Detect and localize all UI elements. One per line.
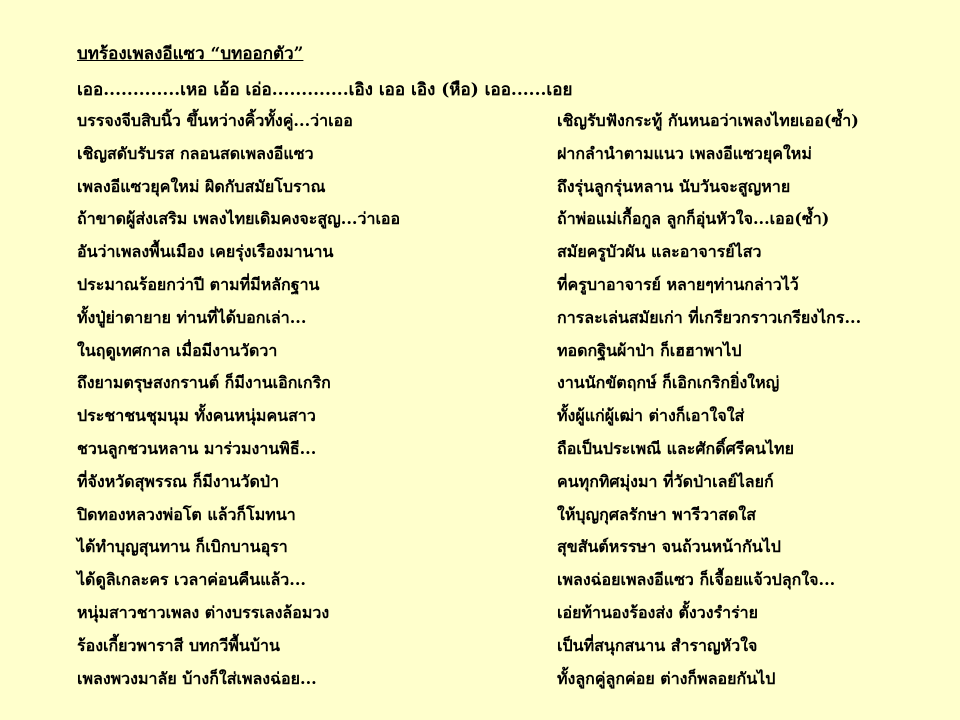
left-verse-column bbox=[77, 109, 400, 699]
verse-line-left: หนุ่มสาวชาวเพลง ต่างบรรเลงล้อมวง bbox=[77, 602, 330, 622]
verse-line-left: บรรจงจีบสิบนิ้ว ขึ้นหว่างคิ้วทั้งคู่...ว่าเออ bbox=[77, 111, 353, 130]
verse-line-left: ที่จังหวัดสุพรรณ ก็มีงานวัดป่า bbox=[77, 471, 280, 491]
verse-line-left: ประมาณร้อยกว่าปี ตามที่มีหลักฐาน bbox=[77, 274, 320, 294]
verse-line-right: การละเล่นสมัยเก่า ที่เกรียวกราวเกรียงไกร... bbox=[557, 307, 862, 327]
verse-line-left: ปิดทองหลวงพ่อโต แล้วก็โมทนา bbox=[77, 504, 296, 524]
verse-line-left: ทั้งปู่ย่าตายาย ท่านที่ได้บอกเล่า... bbox=[77, 307, 307, 327]
verse-line-right: เพลงฉ่อยเพลงอีแซว ก็เจื้อยแจ้วปลุกใจ... bbox=[557, 570, 836, 590]
verse-line-left: ชวนลูกชวนหลาน มาร่วมงานพิธี... bbox=[77, 438, 317, 458]
verse-line-right: ถือเป็นประเพณี และศักดิ์ศรีคนไทย bbox=[557, 438, 794, 458]
verse-line-left: เชิญสดับรับรส กลอนสดเพลงอีแซว bbox=[77, 143, 314, 163]
verse-line-right: ทอดกฐินผ้าป่า ก็เฮฮาพาไป bbox=[557, 340, 742, 360]
right-verse-column bbox=[557, 109, 861, 699]
verse-line-right: เชิญรับฟังกระทู้ กันหนอว่าเพลงไทยเออ(ซ้ำ) bbox=[557, 111, 859, 130]
verse-line-left: ในฤดูเทศกาล เมื่อมีงานวัดวา bbox=[77, 340, 278, 360]
verse-line-left: ถ้าขาดผู้ส่งเสริม เพลงไทยเดิมคงจะสูญ...ว่าเออ bbox=[77, 209, 401, 229]
verse-line-right: ถึงรุ่นลูกรุ่นหลาน นับวันจะสูญหาย bbox=[557, 176, 791, 196]
song-title: บทร้องเพลงอีแซว “บทออกตัว” bbox=[77, 44, 304, 64]
verse-line-right: ทั้งผู้แก่ผู้เฒ่า ต่างก็เอาใจใส่ bbox=[557, 406, 745, 426]
verse-line-left: ได้ดูลิเกละคร เวลาค่อนคืนแล้ว... bbox=[77, 570, 306, 590]
verse-line-right: ให้บุญกุศลรักษา พารีวาสดใส bbox=[557, 504, 757, 524]
verse-line-left: ประชาชนชุมนุม ทั้งคนหนุ่มคนสาว bbox=[77, 406, 316, 426]
verse-line-left: ได้ทำบุญสุนทาน ก็เบิกบานอุรา bbox=[77, 537, 288, 557]
verse-line-right: ฝากลำนำตามแนว เพลงอีแซวยุคใหม่ bbox=[557, 143, 812, 163]
verse-line-left: อันว่าเพลงพื้นเมือง เคยรุ่งเรืองมานาน bbox=[77, 242, 334, 262]
verse-line-left: เพลงพวงมาลัย บ้างก็ใส่เพลงฉ่อย... bbox=[77, 668, 317, 688]
verse-line-right: เอ่ยท้านองร้องส่ง ตั้งวงรำร่าย bbox=[557, 602, 759, 622]
verse-line-left: ถึงยามตรุษสงกรานต์ ก็มีงานเอิกเกริก bbox=[77, 373, 331, 393]
verse-line-right: สมัยครูบัวผัน และอาจารย์ไสว bbox=[557, 242, 762, 262]
verse-line-right: สุขสันต์หรรษา จนถ้วนหน้ากันไป bbox=[557, 537, 781, 557]
verse-line-left: ร้องเกี้ยวพาราสี บทกวีพื้นบ้าน bbox=[77, 635, 280, 655]
verse-line-right: ถ้าพ่อแม่เกื้อกูล ลูกก็อุ่นหัวใจ...เออ(ซ้ำ) bbox=[557, 209, 830, 229]
verse-line-right: คนทุกทิศมุ่งมา ที่วัดป่าเลย์ไลยก์ bbox=[557, 471, 774, 491]
verse-line-right: เป็นที่สนุกสนาน สำราญหัวใจ bbox=[557, 635, 758, 655]
refrain-line: เออ.............เหอ เอ้อ เอ่อ.............เอิง เออ เอิง (หือ) เออ......เอย bbox=[77, 80, 573, 100]
verse-line-right: งานนักขัตฤกษ์ ก็เอิกเกริกยิ่งใหญ่ bbox=[557, 373, 780, 393]
verse-line-right: ที่ครูบาอาจารย์ หลายๆท่านกล่าวไว้ bbox=[557, 274, 799, 294]
verse-line-left: เพลงอีแซวยุคใหม่ ผิดกับสมัยโบราณ bbox=[77, 176, 326, 196]
verse-line-right: ทั้งลูกคู่ลูกค่อย ต่างก็พลอยกันไป bbox=[557, 668, 776, 688]
